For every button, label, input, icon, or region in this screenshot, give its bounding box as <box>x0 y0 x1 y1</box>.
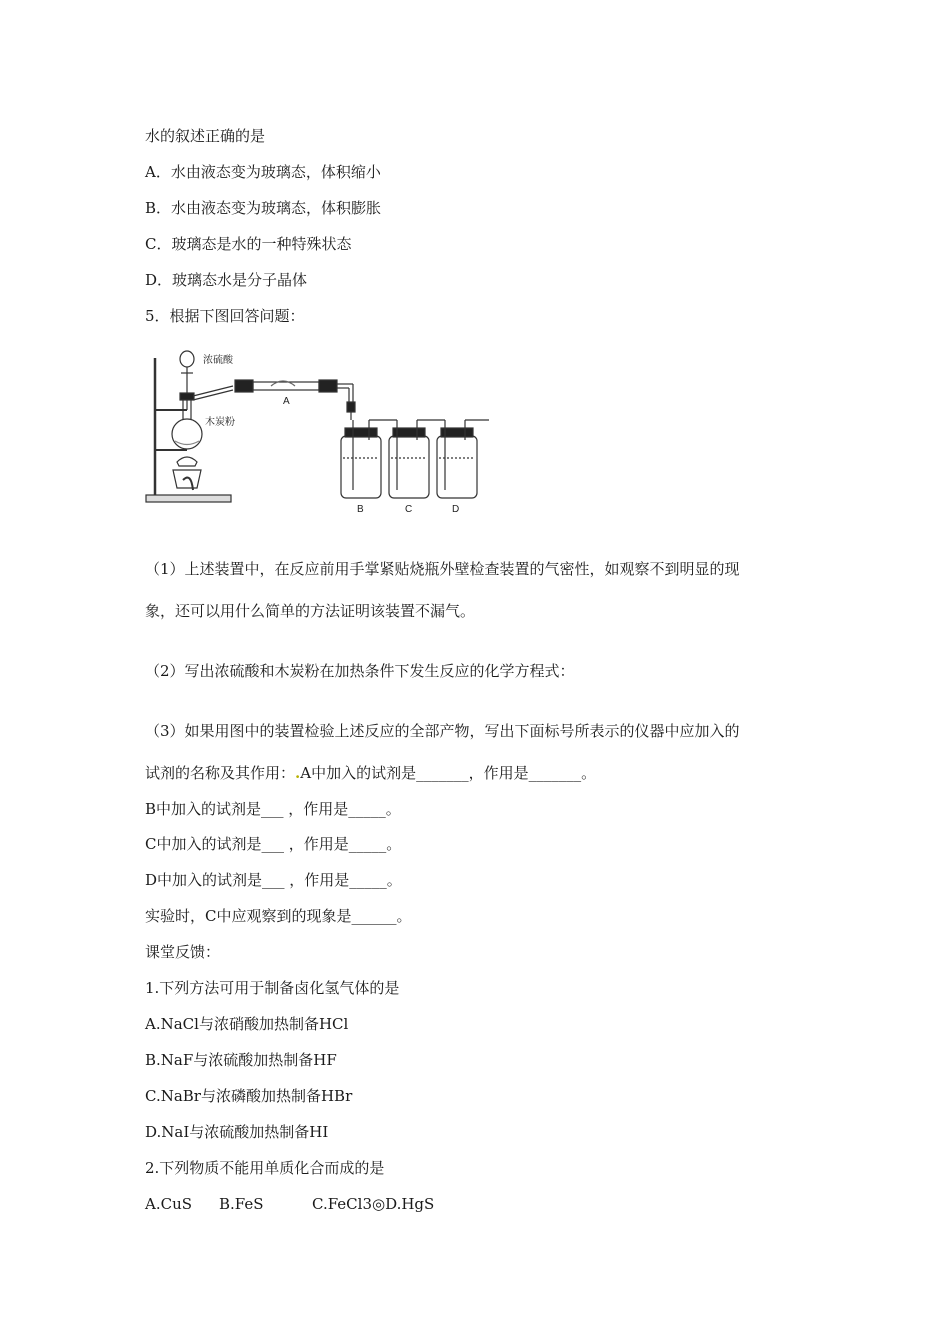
q5-part1-line1: （1）上述装置中，在反应前用手掌紧贴烧瓶外壁检查装置的气密性，如观察不到明显的现 <box>145 560 740 578</box>
feedback-q2-stem: 2.下列物质不能用单质化合而成的是 <box>145 1159 385 1177</box>
label-a: A <box>283 396 290 407</box>
q4-option-c: C．玻璃态是水的一种特殊状态 <box>145 235 352 253</box>
feedback-q2-option-cd: C.FeCl3◎D.HgS <box>312 1195 435 1213</box>
q5-part3-prefix: 试剂的名称及其作用： <box>145 764 296 782</box>
q5-part3-a-line: A中加入的试剂是_______，作用是_______。 <box>300 764 597 782</box>
label-b: B <box>357 504 364 515</box>
feedback-q1-option-a: A.NaCl与浓硝酸加热制备HCl <box>145 1015 349 1033</box>
label-d: D <box>452 504 460 515</box>
q5-part3-line2 <box>145 763 596 783</box>
q4-stem-tail: 水的叙述正确的是 <box>145 127 266 145</box>
q4-option-a: A．水由液态变为玻璃态，体积缩小 <box>145 163 381 181</box>
label-c: C <box>405 504 413 515</box>
q5-part2: （2）写出浓硫酸和木炭粉在加热条件下发生反应的化学方程式： <box>145 662 575 680</box>
feedback-q1-option-b: B.NaF与浓硫酸加热制备HF <box>145 1051 337 1069</box>
q4-option-b: B．水由液态变为玻璃态，体积膨胀 <box>145 199 382 217</box>
feedback-q2-options <box>145 1194 434 1214</box>
q5-part3-line1: （3）如果用图中的装置检验上述反应的全部产物，写出下面标号所表示的仪器中应加入的 <box>145 722 740 740</box>
q5-line-experiment: 实验时，C中应观察到的现象是______。 <box>145 907 412 925</box>
feedback-heading: 课堂反馈： <box>145 943 221 961</box>
feedback-q2-option-a: A.CuS <box>145 1195 193 1213</box>
q5-line-c: C中加入的试剂是___ ，作用是_____。 <box>145 835 402 853</box>
q4-option-d: D．玻璃态水是分子晶体 <box>145 271 308 289</box>
q5-part1-line2: 象，还可以用什么简单的方法证明该装置不漏气。 <box>145 602 476 620</box>
feedback-q2-option-b: B.FeS <box>219 1195 264 1213</box>
q5-line-b: B中加入的试剂是___ ，作用是_____。 <box>145 800 401 818</box>
q5-line-d: D中加入的试剂是___ ，作用是_____。 <box>145 871 402 889</box>
feedback-q1-option-c: C.NaBr与浓磷酸加热制备HBr <box>145 1087 353 1105</box>
label-acid: 浓硫酸 <box>203 355 233 366</box>
feedback-q1-option-d: D.NaI与浓硫酸加热制备HI <box>145 1123 329 1141</box>
apparatus-diagram <box>143 340 493 518</box>
feedback-q1-stem: 1.下列方法可用于制备卤化氢气体的是 <box>145 979 400 997</box>
q5-part3-dot: . <box>295 764 301 782</box>
q5-stem: 5．根据下图回答问题： <box>145 307 305 325</box>
label-charcoal: 木炭粉 <box>205 417 235 428</box>
